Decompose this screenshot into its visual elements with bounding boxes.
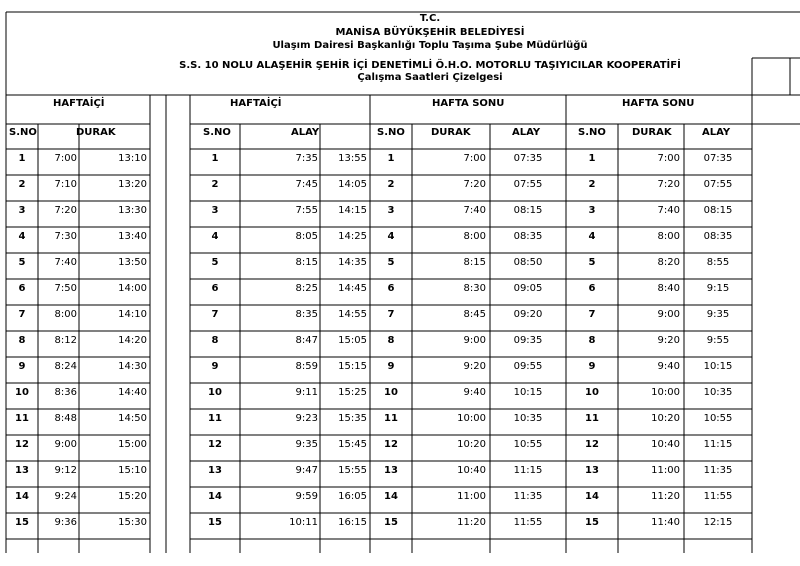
s2-sno-cell: 2 bbox=[211, 179, 219, 190]
s1-time-a-cell: 8:48 bbox=[54, 413, 77, 424]
s3-time-b-cell: 07:55 bbox=[513, 179, 543, 190]
s4-sno-cell: 15 bbox=[585, 517, 599, 528]
s4-time-b-cell: 11:55 bbox=[703, 491, 733, 502]
s3-sno-cell: 14 bbox=[384, 491, 398, 502]
s2-time-b-cell: 14:55 bbox=[338, 309, 367, 320]
s1-time-b-cell: 14:50 bbox=[118, 413, 147, 424]
s4-time-b-cell: 9:35 bbox=[706, 309, 730, 320]
s1-time-b-cell: 15:10 bbox=[118, 465, 147, 476]
s4-time-a-cell: 10:00 bbox=[651, 387, 680, 398]
s4-sno-cell: 14 bbox=[585, 491, 599, 502]
s1-sno-cell: 4 bbox=[18, 231, 26, 242]
s1-sno-cell: 7 bbox=[18, 309, 26, 320]
s4-sno-cell: 4 bbox=[588, 231, 596, 242]
s4-time-b-cell: 8:55 bbox=[706, 257, 730, 268]
col-s1-sno: S.NO bbox=[9, 127, 37, 138]
s2-time-a-cell: 7:45 bbox=[295, 179, 318, 190]
s2-sno-cell: 6 bbox=[211, 283, 219, 294]
s4-time-a-cell: 7:00 bbox=[657, 153, 680, 164]
s4-time-b-cell: 08:15 bbox=[703, 205, 733, 216]
s3-time-a-cell: 11:20 bbox=[457, 517, 486, 528]
s1-time-a-cell: 8:00 bbox=[54, 309, 77, 320]
col-s3-durak: DURAK bbox=[431, 127, 471, 138]
section-weekend-1: HAFTA SONU bbox=[432, 98, 505, 109]
s4-time-a-cell: 9:40 bbox=[657, 361, 680, 372]
s3-time-b-cell: 09:55 bbox=[513, 361, 543, 372]
s3-time-b-cell: 09:05 bbox=[513, 283, 543, 294]
s2-time-a-cell: 9:47 bbox=[295, 465, 318, 476]
s3-sno-cell: 13 bbox=[384, 465, 398, 476]
header-tc: T.C. bbox=[419, 13, 441, 24]
s1-time-b-cell: 14:30 bbox=[118, 361, 147, 372]
s1-sno-cell: 5 bbox=[18, 257, 26, 268]
s2-time-a-cell: 8:59 bbox=[295, 361, 318, 372]
s4-time-b-cell: 11:15 bbox=[703, 439, 733, 450]
s1-time-b-cell: 15:20 bbox=[118, 491, 147, 502]
s2-sno-cell: 3 bbox=[211, 205, 219, 216]
s2-sno-cell: 10 bbox=[208, 387, 222, 398]
s3-sno-cell: 11 bbox=[384, 413, 398, 424]
s1-sno-cell: 13 bbox=[15, 465, 29, 476]
s3-time-a-cell: 7:40 bbox=[463, 205, 486, 216]
s3-time-a-cell: 10:20 bbox=[457, 439, 486, 450]
s3-time-a-cell: 10:40 bbox=[457, 465, 486, 476]
s3-time-a-cell: 10:00 bbox=[457, 413, 486, 424]
s1-sno-cell: 10 bbox=[15, 387, 29, 398]
s3-sno-cell: 2 bbox=[387, 179, 395, 190]
s4-sno-cell: 7 bbox=[588, 309, 596, 320]
s3-time-b-cell: 10:55 bbox=[513, 439, 543, 450]
s1-sno-cell: 3 bbox=[18, 205, 26, 216]
col-s2-alay: ALAY bbox=[291, 127, 320, 138]
s3-time-a-cell: 9:00 bbox=[463, 335, 486, 346]
s1-sno-cell: 14 bbox=[15, 491, 29, 502]
s2-time-b-cell: 14:05 bbox=[338, 179, 367, 190]
s3-sno-cell: 8 bbox=[387, 335, 395, 346]
s4-time-b-cell: 11:35 bbox=[703, 465, 733, 476]
col-s4-alay: ALAY bbox=[702, 127, 731, 138]
section-weekend-2: HAFTA SONU bbox=[622, 98, 695, 109]
s3-time-a-cell: 7:20 bbox=[463, 179, 486, 190]
s2-time-b-cell: 15:15 bbox=[338, 361, 367, 372]
s4-time-a-cell: 9:20 bbox=[657, 335, 680, 346]
s2-time-b-cell: 14:35 bbox=[338, 257, 367, 268]
s4-sno-cell: 9 bbox=[588, 361, 596, 372]
s2-time-a-cell: 8:47 bbox=[295, 335, 318, 346]
col-s1-durak: DURAK bbox=[76, 127, 116, 138]
s2-sno-cell: 12 bbox=[208, 439, 222, 450]
s2-sno-cell: 4 bbox=[211, 231, 219, 242]
s4-time-b-cell: 9:55 bbox=[706, 335, 730, 346]
s1-time-a-cell: 9:24 bbox=[54, 491, 77, 502]
header-department: Ulaşım Dairesi Başkanlığı Toplu Taşıma Şube Müdürlüğü bbox=[272, 40, 588, 51]
s2-time-a-cell: 7:55 bbox=[295, 205, 318, 216]
s4-sno-cell: 1 bbox=[588, 153, 596, 164]
s3-time-b-cell: 10:15 bbox=[513, 387, 543, 398]
s2-time-a-cell: 9:23 bbox=[295, 413, 318, 424]
s1-time-a-cell: 9:00 bbox=[54, 439, 77, 450]
s1-time-a-cell: 7:00 bbox=[54, 153, 77, 164]
s1-time-b-cell: 13:40 bbox=[118, 231, 147, 242]
s2-time-a-cell: 9:35 bbox=[295, 439, 318, 450]
s3-time-a-cell: 8:45 bbox=[463, 309, 486, 320]
s4-time-a-cell: 9:00 bbox=[657, 309, 680, 320]
col-s3-alay: ALAY bbox=[512, 127, 541, 138]
s2-time-b-cell: 15:55 bbox=[338, 465, 367, 476]
s1-time-a-cell: 8:24 bbox=[54, 361, 77, 372]
s3-sno-cell: 6 bbox=[387, 283, 395, 294]
s1-time-b-cell: 15:30 bbox=[118, 517, 147, 528]
header-cooperative: S.S. 10 NOLU ALAŞEHİR ŞEHİR İÇİ DENETİMLİ Ö.H.O. MOTORLU TAŞIYICILAR KOOPERATİFİ bbox=[179, 60, 681, 71]
s1-time-a-cell: 9:36 bbox=[54, 517, 77, 528]
s2-sno-cell: 5 bbox=[211, 257, 219, 268]
s1-time-b-cell: 14:40 bbox=[118, 387, 147, 398]
s2-time-a-cell: 8:15 bbox=[295, 257, 318, 268]
s3-time-b-cell: 08:35 bbox=[513, 231, 543, 242]
s2-sno-cell: 13 bbox=[208, 465, 222, 476]
s3-time-a-cell: 9:20 bbox=[463, 361, 486, 372]
s1-sno-cell: 12 bbox=[15, 439, 29, 450]
col-s2-sno: S.NO bbox=[203, 127, 231, 138]
s3-sno-cell: 9 bbox=[387, 361, 395, 372]
s4-sno-cell: 13 bbox=[585, 465, 599, 476]
s2-time-b-cell: 14:25 bbox=[338, 231, 367, 242]
s4-sno-cell: 6 bbox=[588, 283, 596, 294]
s1-time-b-cell: 15:00 bbox=[118, 439, 147, 450]
s4-time-b-cell: 9:15 bbox=[706, 283, 730, 294]
s3-sno-cell: 15 bbox=[384, 517, 398, 528]
s2-time-a-cell: 8:35 bbox=[295, 309, 318, 320]
s4-time-a-cell: 11:00 bbox=[651, 465, 680, 476]
s2-time-b-cell: 15:25 bbox=[338, 387, 367, 398]
s2-sno-cell: 15 bbox=[208, 517, 222, 528]
s4-time-a-cell: 11:20 bbox=[651, 491, 680, 502]
s3-sno-cell: 4 bbox=[387, 231, 395, 242]
s2-time-a-cell: 10:11 bbox=[289, 517, 318, 528]
s2-time-a-cell: 7:35 bbox=[295, 153, 318, 164]
s3-sno-cell: 12 bbox=[384, 439, 398, 450]
s1-time-a-cell: 8:12 bbox=[54, 335, 77, 346]
s1-time-a-cell: 7:40 bbox=[54, 257, 77, 268]
s3-sno-cell: 5 bbox=[387, 257, 395, 268]
s4-sno-cell: 11 bbox=[585, 413, 599, 424]
s3-time-a-cell: 8:15 bbox=[463, 257, 486, 268]
s1-time-b-cell: 13:10 bbox=[118, 153, 147, 164]
s4-time-a-cell: 10:20 bbox=[651, 413, 680, 424]
col-s4-durak: DURAK bbox=[632, 127, 672, 138]
s4-time-a-cell: 11:40 bbox=[651, 517, 680, 528]
s2-sno-cell: 7 bbox=[211, 309, 219, 320]
s3-time-a-cell: 9:40 bbox=[463, 387, 486, 398]
s2-time-b-cell: 14:45 bbox=[338, 283, 367, 294]
s3-sno-cell: 1 bbox=[387, 153, 395, 164]
s2-sno-cell: 11 bbox=[208, 413, 222, 424]
s3-time-b-cell: 08:15 bbox=[513, 205, 543, 216]
s2-time-b-cell: 15:35 bbox=[338, 413, 367, 424]
s4-sno-cell: 5 bbox=[588, 257, 596, 268]
s4-time-b-cell: 10:55 bbox=[703, 413, 733, 424]
s4-time-b-cell: 08:35 bbox=[703, 231, 733, 242]
s2-sno-cell: 8 bbox=[211, 335, 219, 346]
header-schedule-title: Çalışma Saatleri Çizelgesi bbox=[357, 72, 503, 83]
s1-sno-cell: 1 bbox=[18, 153, 26, 164]
s2-time-b-cell: 16:05 bbox=[338, 491, 367, 502]
s3-time-b-cell: 09:35 bbox=[513, 335, 543, 346]
s2-time-a-cell: 9:59 bbox=[295, 491, 318, 502]
s3-time-b-cell: 11:35 bbox=[513, 491, 543, 502]
s1-sno-cell: 8 bbox=[18, 335, 26, 346]
s2-sno-cell: 9 bbox=[211, 361, 219, 372]
s1-time-a-cell: 8:36 bbox=[54, 387, 77, 398]
s2-sno-cell: 1 bbox=[211, 153, 219, 164]
col-s3-sno: S.NO bbox=[377, 127, 405, 138]
s4-sno-cell: 8 bbox=[588, 335, 596, 346]
s3-time-b-cell: 07:35 bbox=[513, 153, 543, 164]
header-municipality: MANİSA BÜYÜKŞEHİR BELEDİYESİ bbox=[335, 27, 525, 38]
s3-time-a-cell: 11:00 bbox=[457, 491, 486, 502]
s1-sno-cell: 2 bbox=[18, 179, 26, 190]
s1-time-b-cell: 14:10 bbox=[118, 309, 147, 320]
s3-sno-cell: 7 bbox=[387, 309, 395, 320]
s4-time-b-cell: 10:15 bbox=[703, 361, 733, 372]
s1-time-a-cell: 7:50 bbox=[54, 283, 77, 294]
s1-sno-cell: 15 bbox=[15, 517, 29, 528]
section-weekday-2: HAFTAİÇİ bbox=[230, 98, 282, 109]
s4-sno-cell: 12 bbox=[585, 439, 599, 450]
s4-time-a-cell: 8:00 bbox=[657, 231, 680, 242]
s3-time-b-cell: 11:15 bbox=[513, 465, 543, 476]
s3-time-a-cell: 8:00 bbox=[463, 231, 486, 242]
s1-time-b-cell: 14:00 bbox=[118, 283, 147, 294]
s2-sno-cell: 14 bbox=[208, 491, 222, 502]
s2-time-a-cell: 8:25 bbox=[295, 283, 318, 294]
s4-sno-cell: 3 bbox=[588, 205, 596, 216]
s1-sno-cell: 11 bbox=[15, 413, 29, 424]
s4-time-b-cell: 10:35 bbox=[703, 387, 733, 398]
s3-time-a-cell: 8:30 bbox=[463, 283, 486, 294]
s1-time-b-cell: 14:20 bbox=[118, 335, 147, 346]
s4-sno-cell: 2 bbox=[588, 179, 596, 190]
s4-time-a-cell: 10:40 bbox=[651, 439, 680, 450]
s1-time-a-cell: 7:10 bbox=[54, 179, 77, 190]
s1-time-a-cell: 7:20 bbox=[54, 205, 77, 216]
s4-sno-cell: 10 bbox=[585, 387, 599, 398]
s3-sno-cell: 10 bbox=[384, 387, 398, 398]
s4-time-a-cell: 7:20 bbox=[657, 179, 680, 190]
s1-time-a-cell: 7:30 bbox=[54, 231, 77, 242]
col-s4-sno: S.NO bbox=[578, 127, 606, 138]
s2-time-b-cell: 13:55 bbox=[338, 153, 367, 164]
s4-time-b-cell: 07:35 bbox=[703, 153, 733, 164]
section-weekday-1: HAFTAİÇİ bbox=[53, 98, 105, 109]
s2-time-a-cell: 9:11 bbox=[295, 387, 318, 398]
s4-time-a-cell: 7:40 bbox=[657, 205, 680, 216]
s4-time-b-cell: 07:55 bbox=[703, 179, 733, 190]
s3-time-b-cell: 11:55 bbox=[513, 517, 543, 528]
s2-time-b-cell: 14:15 bbox=[338, 205, 367, 216]
s3-time-a-cell: 7:00 bbox=[463, 153, 486, 164]
s2-time-a-cell: 8:05 bbox=[295, 231, 318, 242]
s1-time-b-cell: 13:20 bbox=[118, 179, 147, 190]
s1-time-b-cell: 13:50 bbox=[118, 257, 147, 268]
s3-sno-cell: 3 bbox=[387, 205, 395, 216]
s1-sno-cell: 9 bbox=[18, 361, 26, 372]
s2-time-b-cell: 16:15 bbox=[338, 517, 367, 528]
s1-time-a-cell: 9:12 bbox=[54, 465, 77, 476]
s2-time-b-cell: 15:05 bbox=[338, 335, 367, 346]
s4-time-a-cell: 8:20 bbox=[657, 257, 680, 268]
s3-time-b-cell: 09:20 bbox=[513, 309, 543, 320]
s3-time-b-cell: 10:35 bbox=[513, 413, 543, 424]
s1-time-b-cell: 13:30 bbox=[118, 205, 147, 216]
s2-time-b-cell: 15:45 bbox=[338, 439, 367, 450]
s3-time-b-cell: 08:50 bbox=[513, 257, 543, 268]
s1-sno-cell: 6 bbox=[18, 283, 26, 294]
s4-time-b-cell: 12:15 bbox=[703, 517, 733, 528]
s4-time-a-cell: 8:40 bbox=[657, 283, 680, 294]
